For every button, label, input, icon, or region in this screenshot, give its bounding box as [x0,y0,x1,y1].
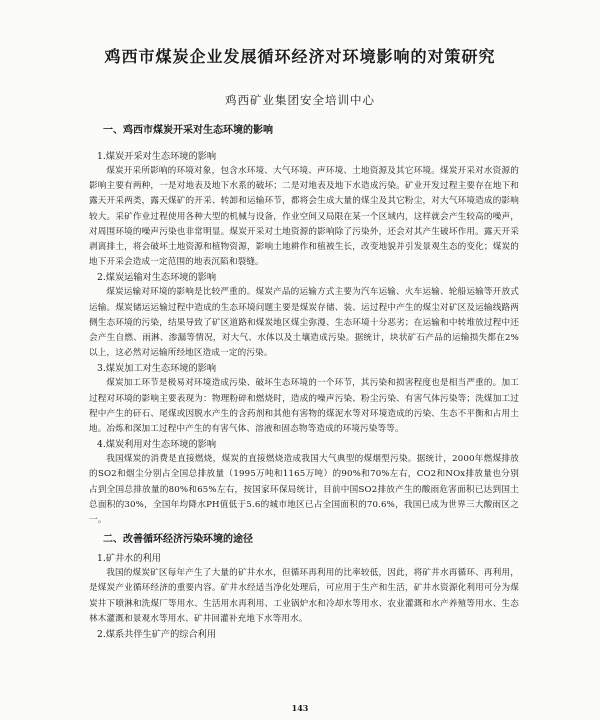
paragraph: 煤炭运输对环境的影响是比较严重的。煤炭产品的运输方式主要为汽车运输、火车运输、轮船运输等开放式运输。煤炭储运运输过程中造成的生态环境问题主要是煤炭存储、装、运过程中产生的煤尘对矿区及运输线路两侧生态环境的污染，结果导致了矿区道路和煤炭地区煤尘弥漫、生态环境十分恶劣；在运输和中转堆放过程中还会产生自燃、雨淋、渗漏等情况，对大气、水体以及土壤造成污染。据统计，块状矿石产品的运输损失都在2%以上，这必然对运输所经地区造成一定的污染。 [89,287,519,359]
paragraph: 我国煤炭的消费是直接燃烧，煤炭的直接燃烧造成我国大气典型的煤烟型污染。据统计，2000年燃煤排放的SO2和烟尘分别占全国总排放量（1995万吨和1165万吨）的90%和70%左右，CO2和NOx排放量也分别占到全国总排放量的80%和65%左右，按国家环保局统计，目前中国SO2排放产生的酸雨危害面积已达到国土总面积的30%，全国年均降水PH值低于5.6的城市地区已占全国面积的70.6%，我国已成为世界三大酸雨区之一。 [89,454,519,526]
subsection-heading: 4.煤炭利用对生态环境的影响 [97,439,217,451]
paragraph: 我国的煤炭矿区每年产生了大量的矿井水水，但循环再利用的比率较低，因此，将矿井水再循环、再利用，是煤炭产业循环经济的重要内容。矿井水经适当净化处理后，可应用于生产和生活，矿井水资源化利用可分为煤炭井下喷淋和洗煤厂等用水、生活用水再利用、工业锅炉水和冷却水等用水、农业灌溉和水产养殖等用水、生态林木灌溉和景观水等用水、矿井回灌补充地下水等用水。 [89,568,519,624]
paper-title: 鸡西市煤炭企业发展循环经济对环境影响的对策研究 [104,47,496,66]
section-heading: 二、改善循环经济污染环境的途径 [103,534,253,546]
paragraph: 煤炭加工环节是极易对环境造成污染、破坏生态环境的一个环节，其污染和损害程度也是相当严重的。加工过程对环境的影响主要表现为：物理粉碎和燃烧时，造成的噪声污染、粉尘污染、有害气体污染等；洗煤加工过程中产生的矸石、尾煤或因脱水产生的含药剂和其他有害物的煤泥水等对环境造成的污染、生态不平衡和占用土地。冶炼和深加工过程中产生的有害气体、溶液和固态物等造成的环境污染等等。 [89,378,519,435]
article-body [89,123,519,642]
subsection-heading: 2.煤炭运输对生态环境的影响 [97,272,217,284]
section-heading: 一、鸡西市煤炭开采对生态环境的影响 [103,125,273,136]
subsection-heading: 1.煤炭开采对生态环境的影响 [97,151,217,162]
author-affiliation: 鸡西矿业集团安全培训中心 [225,93,375,107]
paragraph: 煤炭开采所影响的环境对象，包含水环境、大气环境、声环境、土地资源及其它环境。煤炭开采对水资源的影响主要有两种，一是对地表及地下水系的破坏；二是对地表及地下水造成污染。矿业开发过程主要存在地下和露天开采两类，露天煤矿的开采、转卸和运输环节，都将会生成大量的煤尘及其它粉尘，对大气环境造成的影响较大。采矿作业过程使用各种大型的机械与设备，作业空间又局限在某一个区域内，这样就会产生较高的噪声，对周围环境的噪声污染也非常明显。煤炭开采对土地资源的影响除了污染外，还会对其产生破坏作用。露天开采剥离排土，将会破坏土地资源和植物资源，影响土地耕作和植被生长，改变地貌并引发景观生态的变化；煤炭的地下开采会造成一定范围的地表沉陷和裂缝。 [89,166,519,268]
page-number: 143 [291,703,309,713]
subsection-heading: 3.煤炭加工对生态环境的影响 [97,363,217,375]
subsection-heading: 1.矿井水的利用 [97,553,161,565]
subsection-heading: 2.煤系共伴生矿产的综合利用 [97,629,217,641]
